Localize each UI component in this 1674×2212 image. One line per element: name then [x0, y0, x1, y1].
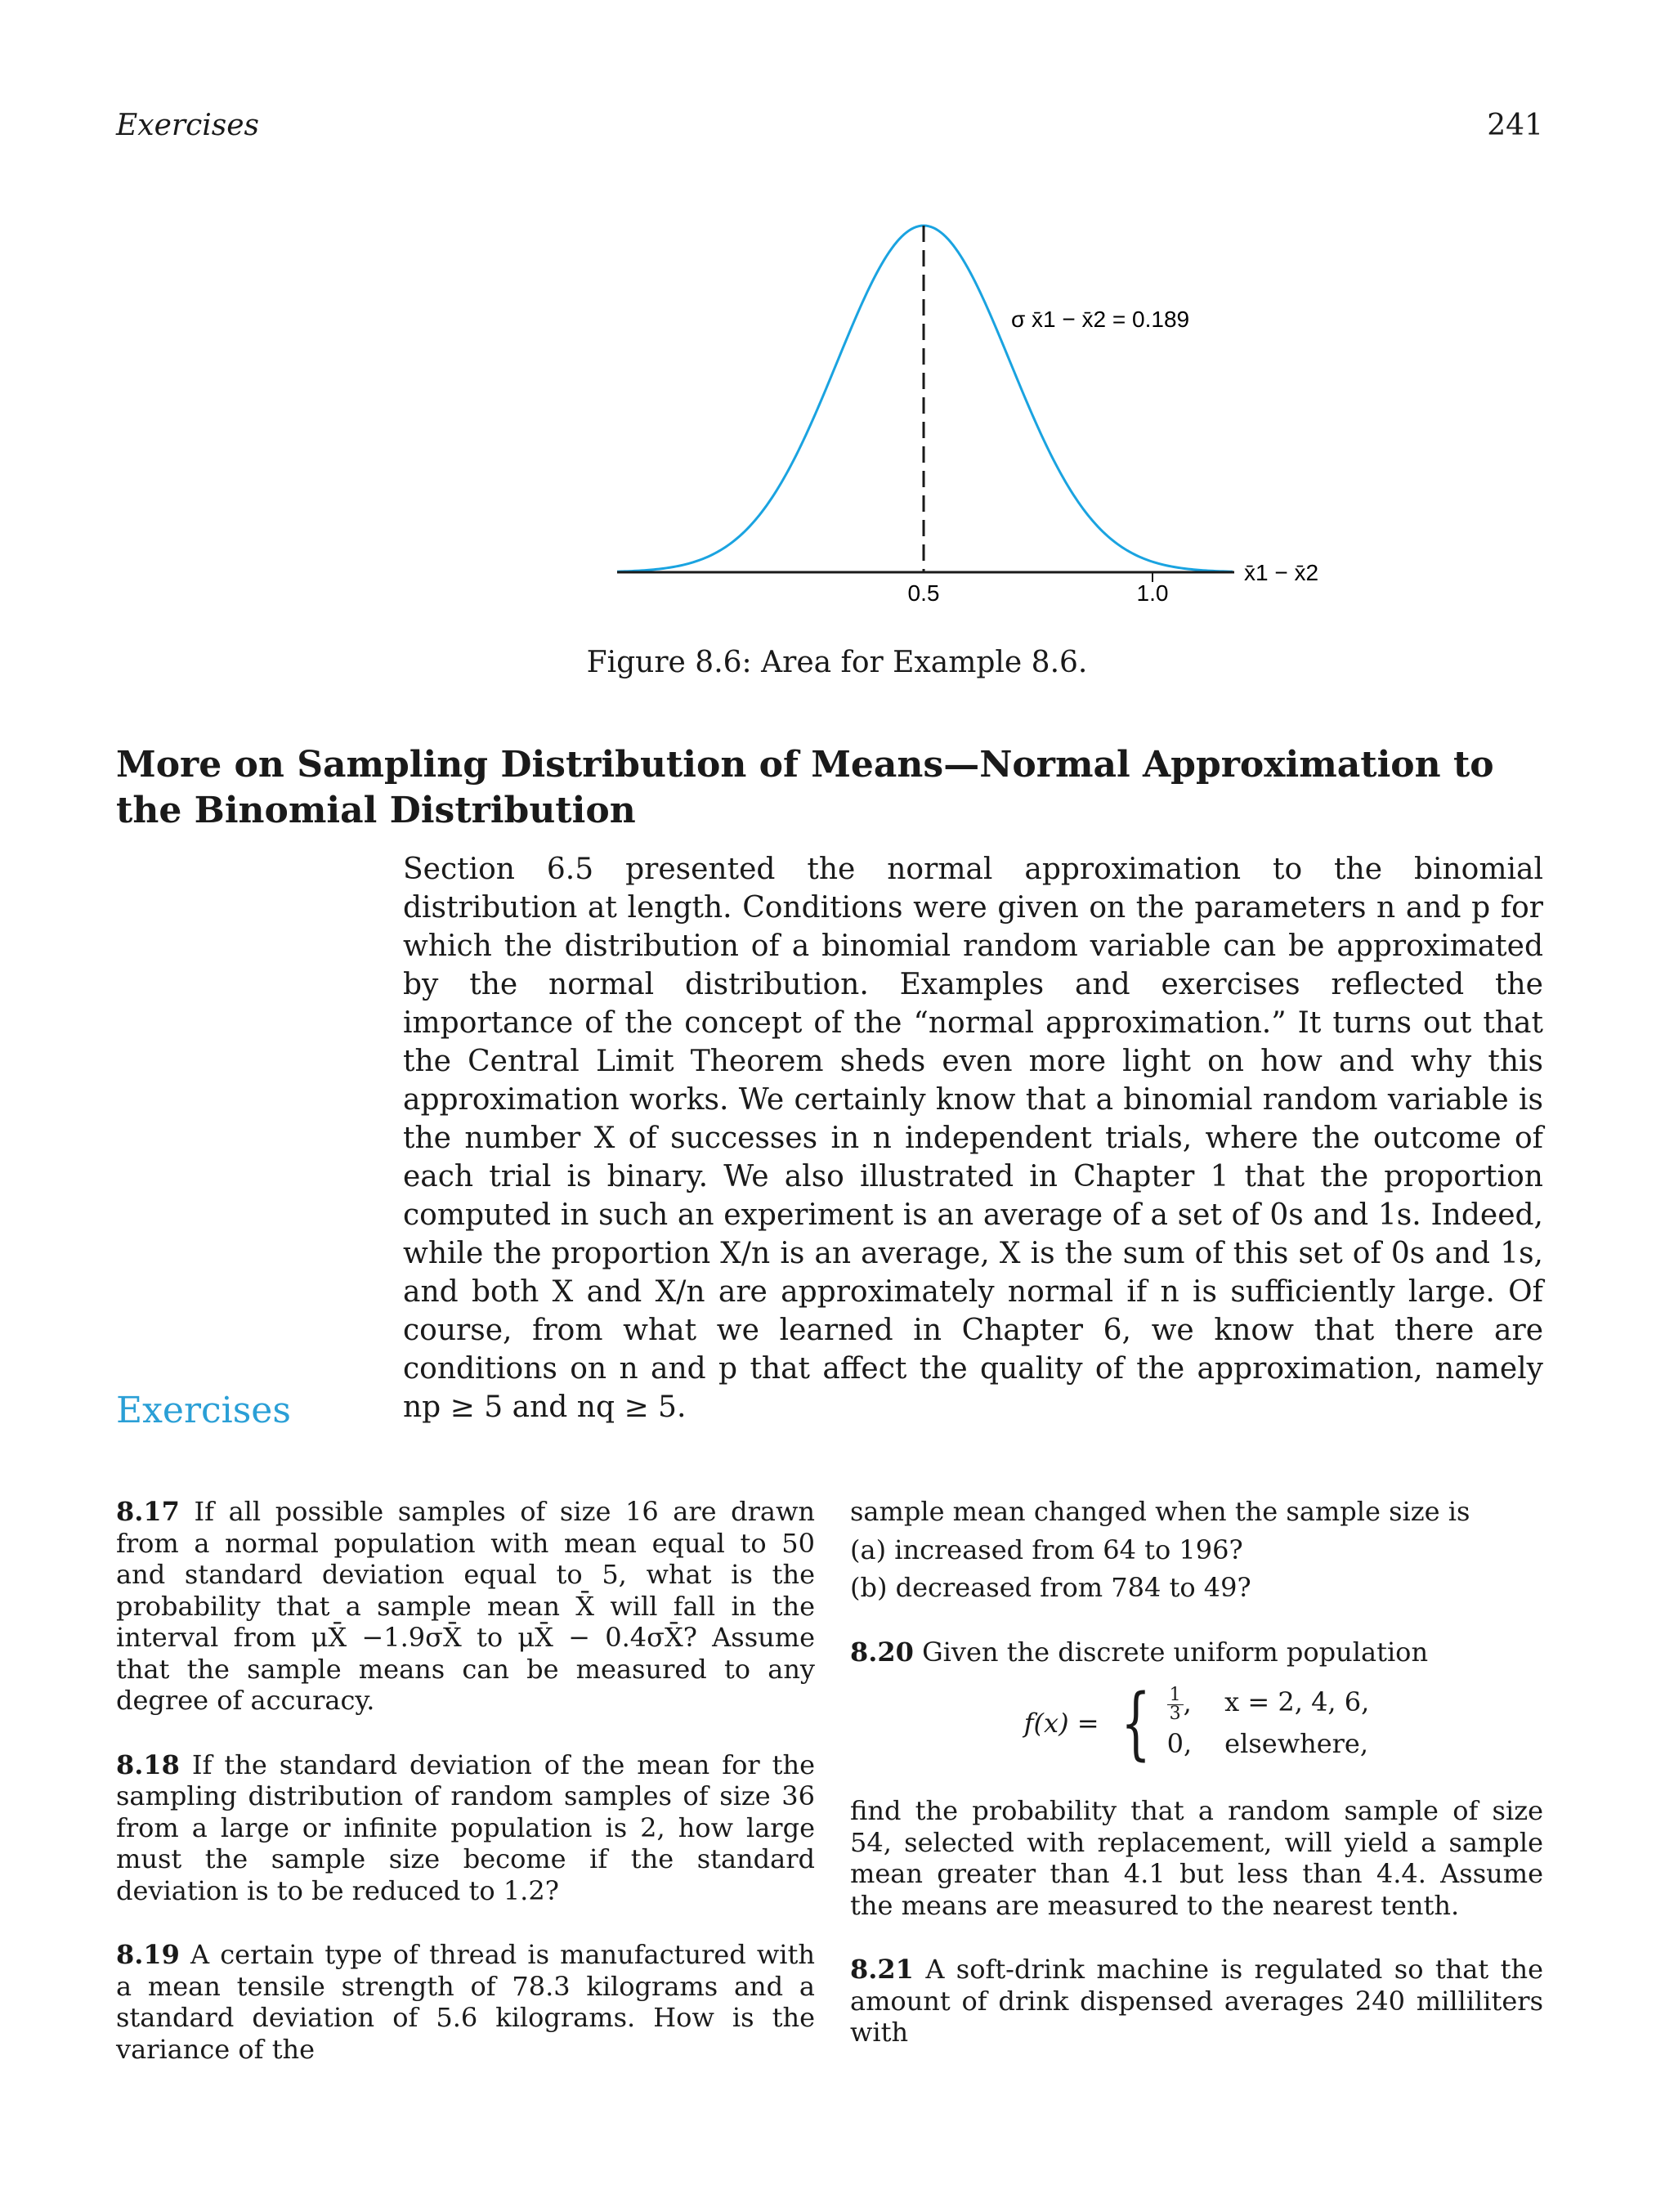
exercise-8-21: [850, 1954, 1543, 2049]
exercise-8-19: [116, 1939, 815, 2065]
normal-curve-figure: [605, 204, 1341, 629]
exercise-text: If all possible samples of size 16 are drawn from a normal population with mean equal to 50 and standard deviation equal to 5, what is the probability that a sample mean X̄ will fall in the interval from μX̄ −1.9σX̄ to μX̄ − 0.4σX̄? Assume that the sample means can be measured to any degree of accuracy.: [116, 1496, 816, 1716]
case2-condition: elsewhere,: [1224, 1728, 1369, 1760]
figure-caption: Figure 8.6: Area for Example 8.6.: [586, 646, 1088, 679]
exercise-text: A certain type of thread is manufactured with a mean tensile strength of 78.3 kilograms and a standard deviation of 5.6 kilograms. How is the variance of the: [116, 1939, 816, 2065]
exercises-right-column: [850, 1496, 1543, 2081]
running-head: Exercises: [116, 109, 260, 142]
exercise-8-20: [850, 1637, 1543, 1668]
pmf-cases: [1167, 1686, 1370, 1760]
tick-label-0.5: 0.5: [907, 580, 940, 606]
frac-num: 1: [1167, 1686, 1184, 1705]
case2-value: 0,: [1166, 1728, 1193, 1760]
exercises-left-column: [116, 1496, 815, 2098]
sigma-annotation: σ x̄1 − x̄2 = 0.189: [1011, 307, 1190, 332]
exercise-8-19-part-b: (b) decreased from 784 to 49?: [850, 1572, 1251, 1603]
section-title: More on Sampling Distribution of Means—Normal Approximation to the Binomial Distribution: [116, 744, 1494, 831]
exercise-text: If the standard deviation of the mean for the sampling distribution of random samples of size 36 from a large or infinite population is 2, how large must the sample size become if the standard deviation is to be reduced to 1.2?: [116, 1749, 816, 1906]
exercise-text: Given the discrete uniform population: [922, 1636, 1429, 1668]
case1-value: $\frac{1}{3}$ ,: [1167, 1686, 1193, 1723]
exercise-8-17: [116, 1496, 815, 1717]
page-number: 241: [1487, 109, 1543, 142]
exercises-heading: Exercises: [116, 1390, 291, 1431]
exercise-text: A soft-drink machine is regulated so that the amount of drink dispensed averages 240 milliliters with: [850, 1954, 1544, 2048]
exercise-number: 8.21: [850, 1954, 914, 1985]
exercise-8-19-continued: sample mean changed when the sample size is: [850, 1496, 1470, 1527]
frac-den: 3: [1169, 1704, 1181, 1725]
section-body: Section 6.5 presented the normal approximation to the binomial distribution at length. Conditions were given on the parameters n and p for which the distribution of a binomial random variable can be approximated by the normal distribution. Examples and exercises reflected the importance of the concept of the “normal approximation.” It turns out that the Central Limit Theorem sheds even more light on how and why this approximation works. We certainly know that a binomial random variable is the number X of successes in n independent trials, where the outcome of each trial is binary. We also illustrated in Chapter 1 that the proportion computed in such an experiment is an average of a set of 0s and 1s. Indeed, while the proportion X/n is an average, X is the sum of this set of 0s and 1s, and both X and X/n are approximately normal if n is sufficiently large. Of course, from what we learned in Chapter 6, we know that there are conditions on n and p that affect the quality of the approximation, namely np ≥ 5 and nq ≥ 5.: [403, 853, 1543, 1424]
exercise-number: 8.18: [116, 1749, 180, 1780]
case1-condition: x = 2, 4, 6,: [1224, 1686, 1370, 1718]
exercise-number: 8.17: [116, 1496, 180, 1527]
exercise-number: 8.20: [850, 1636, 914, 1668]
exercise-8-20-continued: find the probability that a random sample of size 54, selected with replacement, will yield a sample mean greater than 4.1 but less than 4.4. Assume the means are measured to the nearest tenth.: [850, 1795, 1543, 1921]
pmf-lhs: f(x) =: [1023, 1707, 1099, 1739]
exercise-number: 8.19: [116, 1939, 180, 1970]
pmf-equation: [850, 1677, 1543, 1769]
brace: {: [1120, 1677, 1151, 1769]
exercise-8-18: [116, 1749, 815, 1907]
tick-label-1.0: 1.0: [1136, 580, 1169, 606]
axis-label: x̄1 − x̄2: [1244, 560, 1319, 585]
exercise-8-19-part-a: (a) increased from 64 to 196?: [850, 1534, 1243, 1565]
